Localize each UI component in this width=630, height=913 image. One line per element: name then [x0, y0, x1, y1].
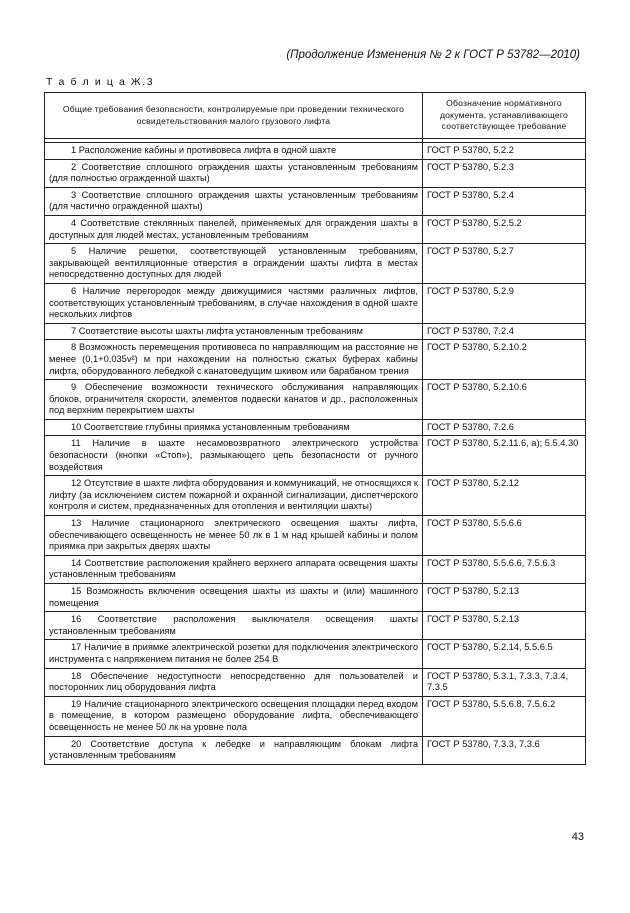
table-row: [45, 516, 586, 556]
reference-cell: ГОСТ Р 53780, 7.3.3, 7.3.6: [423, 736, 586, 764]
reference-cell: ГОСТ Р 53780, 5.2.14, 5.5.6.5: [423, 640, 586, 668]
requirement-cell: 15 Возможность включения освещения шахты из шахты и (или) машинного помещения: [45, 584, 423, 612]
table-row: [45, 283, 586, 323]
table-row: [45, 668, 586, 696]
requirement-cell: 19 Наличие стационарного электрического освещения площадки перед входом в помещение, в котором размещено оборудование лифта, обеспечивающего освещенность не менее 50 лк на уровне пола: [45, 696, 423, 736]
reference-cell: ГОСТ Р 53780, 7.2.6: [423, 419, 586, 436]
requirement-cell: 4 Соответствие стеклянных панелей, применяемых для ограждения шахты в доступных для людей местах, установленным требованиям: [45, 215, 423, 243]
requirement-cell: 5 Наличие решетки, соответствующей установленным требованиям, закрывающей вентиляционные отверстия в ограждении шахты лифта в местах непосредственно доступных для людей: [45, 244, 423, 284]
reference-cell: ГОСТ Р 53780, 5.2.13: [423, 584, 586, 612]
page-number: 43: [571, 831, 584, 843]
table-row: [45, 215, 586, 243]
requirement-cell: 17 Наличие в приямке электрической розетки для подключения электрического инструмента с напряжением питания не более 254 В: [45, 640, 423, 668]
reference-cell: ГОСТ Р 53780, 5.2.12: [423, 476, 586, 516]
column-header-reference: Обозначение нормативного документа, устанавливающего соответствующее требование: [423, 93, 586, 139]
requirement-cell: 18 Обеспечение недоступности непосредственно для пользователей и посторонних лиц оборудования лифта: [45, 668, 423, 696]
reference-cell: ГОСТ Р 53780, 5.2.10.2: [423, 340, 586, 380]
table-header-row: [45, 93, 586, 139]
requirement-cell: 14 Соответствие расположения крайнего верхнего аппарата освещения шахты установленным требованиям: [45, 555, 423, 583]
reference-cell: ГОСТ Р 53780, 7.2.4: [423, 323, 586, 340]
reference-cell: ГОСТ Р 53780, 5.5.6.6: [423, 516, 586, 556]
table-row: [45, 476, 586, 516]
requirements-table: [44, 92, 586, 765]
requirement-cell: 2 Соответствие сплошного ограждения шахты установленным требованиям (для полностью огражденной шахты): [45, 159, 423, 187]
reference-cell: ГОСТ Р 53780, 5.2.2: [423, 143, 586, 160]
reference-cell: ГОСТ Р 53780, 5.2.4: [423, 187, 586, 215]
requirement-cell: 11 Наличие в шахте несамовозвратного электрического устройства безопасности (кнопки «Стоп»), размыкающего цепь безопасности от ручного воздействия: [45, 436, 423, 476]
continuation-note: (Продолжение Изменения № 2 к ГОСТ Р 53782—2010): [286, 49, 580, 61]
table-row: [45, 340, 586, 380]
requirement-cell: 1 Расположение кабины и противовеса лифта в одной шахте: [45, 143, 423, 160]
reference-cell: ГОСТ Р 53780, 5.2.7: [423, 244, 586, 284]
reference-cell: ГОСТ Р 53780, 5.5.6.8, 7.5.6.2: [423, 696, 586, 736]
reference-cell: ГОСТ Р 53780, 5.5.6.6, 7.5.6.3: [423, 555, 586, 583]
column-header-requirements: Общие требования безопасности, контролируемые при проведении технического освидетельствования малого грузового лифта: [45, 93, 423, 139]
requirement-cell: 7 Соответствие высоты шахты лифта установленным требованиям: [45, 323, 423, 340]
reference-cell: ГОСТ Р 53780, 5.3.1, 7.3.3, 7.3.4, 7.3.5: [423, 668, 586, 696]
table-row: [45, 244, 586, 284]
requirement-cell: 6 Наличие перегородок между движущимися частями различных лифтов, соответствующих установленным требованиям, в случае нахождения в одной шахте нескольких лифтов: [45, 283, 423, 323]
table-row: [45, 419, 586, 436]
table-row: [45, 159, 586, 187]
reference-cell: ГОСТ Р 53780, 5.2.5.2: [423, 215, 586, 243]
requirement-cell: 16 Соответствие расположения выключателя освещения шахты установленным требованиям: [45, 612, 423, 640]
table-row: [45, 696, 586, 736]
table-row: [45, 612, 586, 640]
requirement-cell: 10 Соответствие глубины приямка установленным требованиям: [45, 419, 423, 436]
table-row: [45, 187, 586, 215]
requirement-cell: 20 Соответствие доступа к лебедке и направляющим блокам лифта установленным требованиям: [45, 736, 423, 764]
table-row: [45, 436, 586, 476]
reference-cell: ГОСТ Р 53780, 5.2.11.6, а); 5.5.4.30: [423, 436, 586, 476]
reference-cell: ГОСТ Р 53780, 5.2.3: [423, 159, 586, 187]
reference-cell: ГОСТ Р 53780, 5.2.9: [423, 283, 586, 323]
table-row: [45, 555, 586, 583]
requirement-cell: 9 Обеспечение возможности технического обслуживания направляющих блоков, ограничителя скорости, элементов подвески канатов и др., расположенных под верхним перекрытием шахты: [45, 380, 423, 420]
table-row: [45, 323, 586, 340]
table-row: [45, 736, 586, 764]
table-row: [45, 640, 586, 668]
reference-cell: ГОСТ Р 53780, 5.2.13: [423, 612, 586, 640]
requirement-cell: 8 Возможность перемещения противовеса по направляющим на расстояние не менее (0,1+0,035v²) м при нахождении на полностью сжатых буферах кабины лифта, оборудованного лебедкой с канатоведущим шкивом или барабаном трения: [45, 340, 423, 380]
table-row: [45, 380, 586, 420]
reference-cell: ГОСТ Р 53780, 5.2.10.6: [423, 380, 586, 420]
table-row: [45, 143, 586, 160]
requirement-cell: 3 Соответствие сплошного ограждения шахты установленным требованиям (для частично огражденной шахты): [45, 187, 423, 215]
requirement-cell: 13 Наличие стационарного электрического освещения шахты лифта, обеспечивающего освещенность не менее 50 лк в 1 м над крышей кабины и полом приямка при закрытых дверях шахты: [45, 516, 423, 556]
requirement-cell: 12 Отсутствие в шахте лифта оборудования и коммуникаций, не относящихся к лифту (за исключением систем пожарной и охранной сигнализации, диспетчерского контроля и систем, предназначенных для отопления и вентиляции шахты): [45, 476, 423, 516]
table-row: [45, 584, 586, 612]
table-caption: Т а б л и ц а Ж.3: [46, 76, 155, 88]
